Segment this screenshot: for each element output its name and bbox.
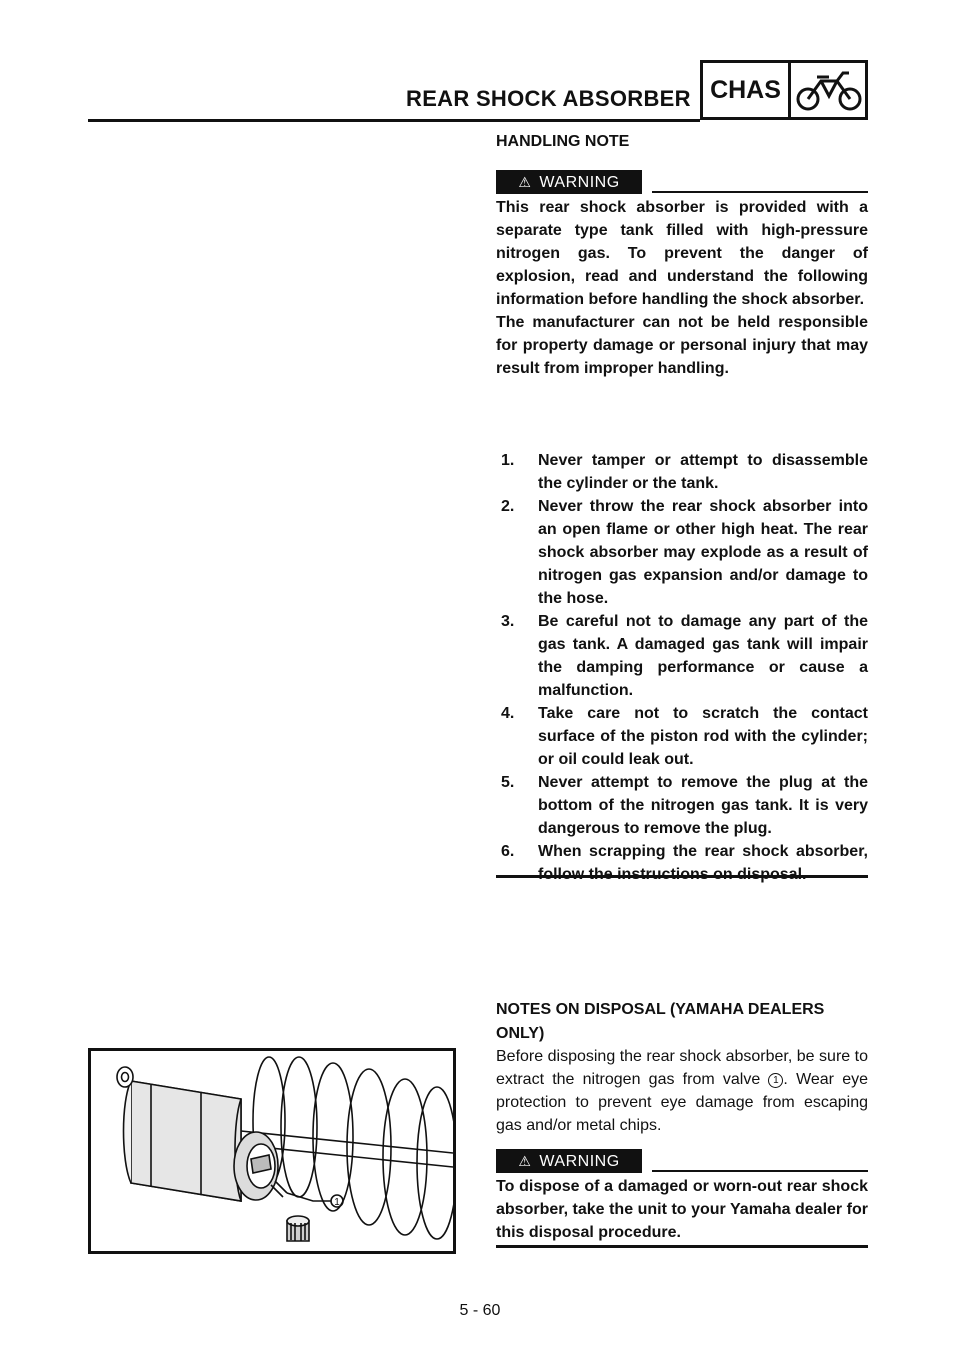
warning-intro: This rear shock absorber is provided with a separate type tank filled with high-pressure nitrogen gas. To prevent the danger of explosion, read and understand the following information before handling the shock absorber. <box>496 199 868 308</box>
warning-intro-text <box>496 196 868 380</box>
disposal-end-rule <box>496 1245 868 1248</box>
warning-badge-label: WARNING <box>539 1153 620 1170</box>
list-item: 4. Take care not to scratch the contact surface of the piston rod with the cylinder; or oil could leak out. <box>501 705 868 768</box>
list-item: 5. Never attempt to remove the plug at the bottom of the nitrogen gas tank. It is very dangerous to remove the plug. <box>501 774 868 837</box>
list-item: 6. When scrapping the rear shock absorber, <box>501 843 868 860</box>
warning-end-rule <box>496 875 868 878</box>
warning-triangle-icon: ⚠ <box>518 174 532 190</box>
shock-absorber-figure <box>88 1048 456 1254</box>
section-tag-box <box>700 60 868 120</box>
figure-callout-label: 1 <box>334 1197 340 1208</box>
warning-badge-label: WARNING <box>539 174 620 191</box>
disposal-title: NOTES ON DISPOSAL (YAMAHA DEALERS ONLY) <box>496 1001 825 1042</box>
disposal-warning-text: To dispose of a damaged or worn-out rear shock absorber, take the unit to your Yamaha dealer for this disposal procedure. <box>496 1178 868 1241</box>
valve-reference-marker: 1 <box>768 1073 783 1088</box>
page-number: 5 - 60 <box>459 1302 501 1319</box>
disposal-warning-badge <box>496 1149 642 1173</box>
list-item: 3. Be careful not to damage any part of the gas tank. A damaged gas tank will impair the damping performance or cause a malfunction. <box>501 613 868 699</box>
page-header-title: REAR SHOCK ABSORBER <box>406 86 691 111</box>
warning-rule <box>652 191 868 193</box>
motorcycle-icon <box>795 68 865 114</box>
handling-note-title: HANDLING NOTE <box>496 133 630 150</box>
warning-triangle-icon: ⚠ <box>518 1153 532 1169</box>
handling-precautions-list <box>496 449 868 886</box>
header-rule <box>88 119 700 122</box>
disposal-warning-rule <box>652 1170 868 1172</box>
disposal-text: Before disposing the rear shock absorber, be sure to extract the nitrogen gas from valve 1 . Wear eye protection to prevent eye damage from escaping gas and/or metal chips. <box>496 1048 868 1134</box>
section-tag-label: CHAS <box>703 63 791 117</box>
shock-absorber-illustration <box>91 1051 453 1251</box>
warning-disclaimer: The manufacturer can not be held responsible for property damage or personal injury that may result from improper handling. <box>496 314 868 377</box>
list-item: 2. Never throw the rear shock absorber into an open flame or other high heat. The rear shock absorber may explode as a result of nitrogen gas expansion and/or damage to the hose. <box>501 498 868 607</box>
list-item: 1. Never tamper or attempt to disassemble the cylinder or the tank. <box>501 452 868 492</box>
warning-badge <box>496 170 642 194</box>
